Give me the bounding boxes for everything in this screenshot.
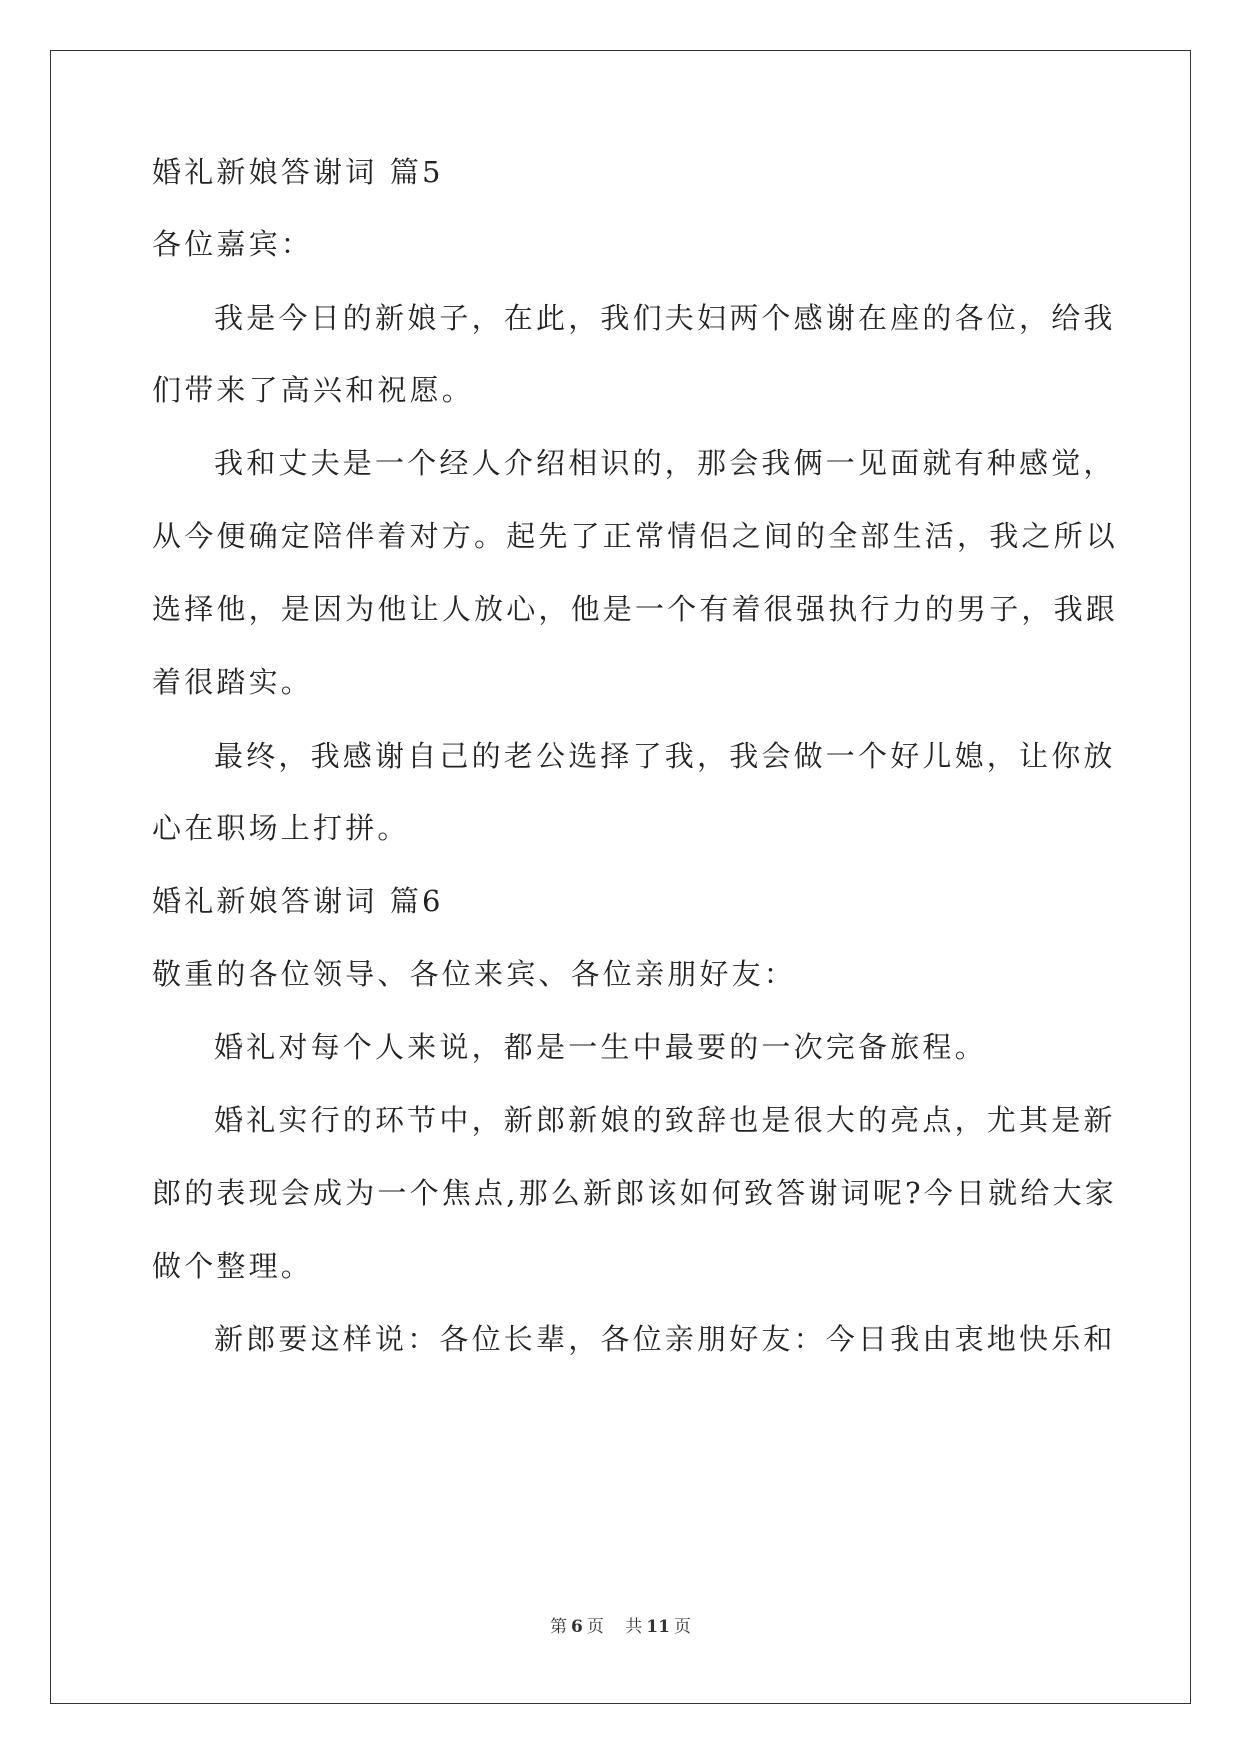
paragraph-line: 们带来了高兴和祝愿。 [152, 373, 475, 407]
paragraph-line: 新郎要这样说：各位长辈，各位亲朋好友：今日我由衷地快乐和 [214, 1322, 1116, 1356]
paragraph-line: 婚礼对每个人来说，都是一生中最要的一次完备旅程。 [214, 1030, 987, 1064]
paragraph-line: 我和丈夫是一个经人介绍相识的，那会我俩一见面就有种感觉， [214, 446, 1116, 480]
paragraph-line: 郎的表现会成为一个焦点,那么新郎该如何致答谢词呢?今日就给大家 [152, 1176, 1117, 1210]
paragraph-line: 选择他，是因为他让人放心，他是一个有着很强执行力的男子，我跟 [152, 592, 1119, 626]
paragraph-line: 心在职场上打拼。 [152, 811, 410, 845]
section-heading-5: 婚礼新娘答谢词 篇5 [152, 155, 444, 189]
paragraph-line: 从今便确定陪伴着对方。起先了正常情侣之间的全部生活，我之所以 [152, 519, 1119, 553]
page-footer [0, 1612, 1241, 1637]
section-heading-6: 婚礼新娘答谢词 篇6 [152, 884, 444, 918]
greeting-line: 敬重的各位领导、各位来宾、各位亲朋好友： [152, 957, 797, 991]
paragraph-line: 做个整理。 [152, 1249, 314, 1283]
paragraph-line: 着很踏实。 [152, 665, 314, 699]
paragraph-line: 婚礼实行的环节中，新郎新娘的致辞也是很大的亮点，尤其是新 [214, 1103, 1116, 1137]
page-total: 共 11 页 [625, 1617, 691, 1637]
greeting-line: 各位嘉宾： [152, 227, 314, 261]
paragraph-line: 我是今日的新娘子，在此，我们夫妇两个感谢在座的各位，给我 [214, 301, 1116, 335]
page-number: 第 6 页 [550, 1617, 604, 1637]
paragraph-line: 最终，我感谢自己的老公选择了我，我会做一个好儿媳，让你放 [214, 739, 1116, 773]
